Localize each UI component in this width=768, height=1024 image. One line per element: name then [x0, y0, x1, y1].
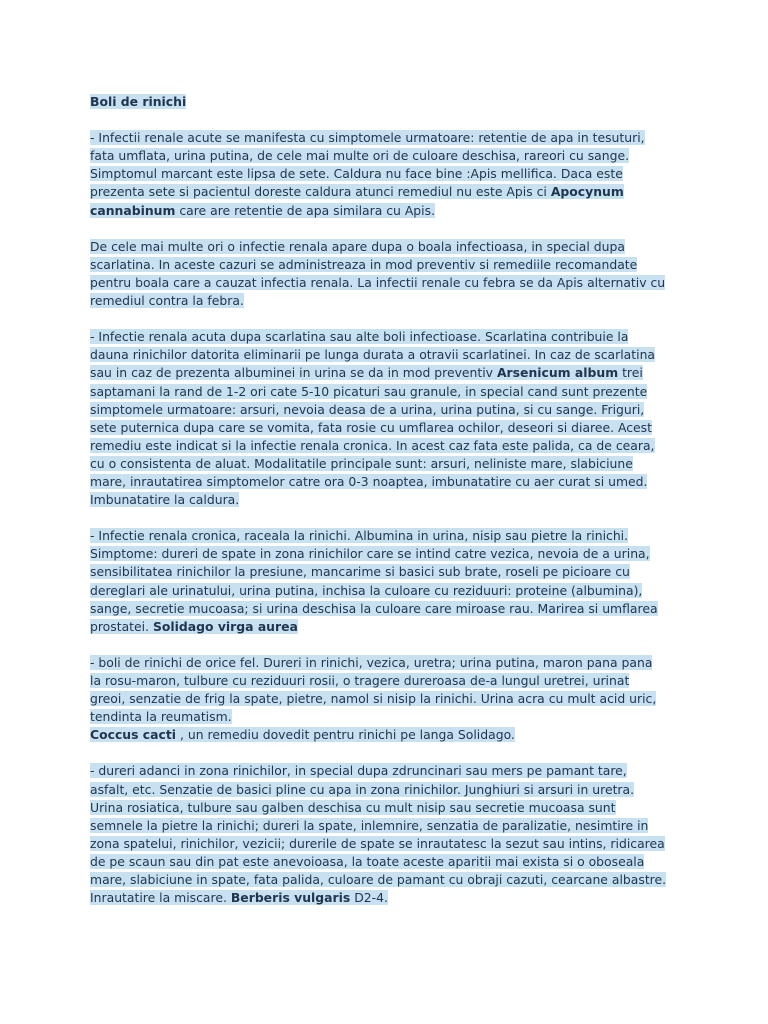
text-line [90, 762, 678, 780]
text-segment: Urina rosiatica, tulbure sau galben deschisa cu mult nisip sau secretie mucoasa sunt [90, 799, 616, 815]
text-line [90, 582, 678, 600]
text-line [90, 871, 678, 889]
text-segment: sensibilitatea rinichilor la presiune, mancarime si basici sub brate, roseli pe picioare cu [90, 564, 630, 580]
text-segment: Simptomul marcant este lipsa de sete. Caldura nu face bine :Apis mellifica. Daca este [90, 166, 623, 182]
text-segment: dereglari ale urinatului, urina putina, inchisa la culoare cu reziduuri: proteine (albumina), [90, 582, 643, 598]
text-segment: greoi, senzatie de frig la spate, pietre, namol si nisip la rinichi. Urina acra cu mult acid uric, [90, 691, 657, 707]
text-segment: saptamani la rand de 1-2 ori cate 5-10 picaturi sau granule, in special cand sunt prezente [90, 383, 648, 399]
document-body [90, 93, 678, 925]
text-segment: cu o consistenta de aluat. Modalitatile principale sunt: arsuri, neliniste mare, slabiciune [90, 455, 633, 471]
paragraph [90, 238, 678, 310]
document-title-text: Boli de rinichi [90, 94, 187, 109]
text-segment: dauna rinichilor datorita eliminarii pe lunga durata a otravii scarlatinei. In caz de scarlatina [90, 347, 656, 363]
text-segment: zona spatelui, rinichilor, vezicii; durerile de spate se inrautatesc la sezut sau intins, ridicarea [90, 835, 665, 851]
text-segment: mare, inrautatirea simptomelor catre ora 0-3 noaptea, imbunatatire cu aer curat si umed. [90, 473, 648, 489]
text-line [90, 165, 678, 183]
text-line [90, 238, 678, 256]
text-line [90, 419, 678, 437]
text-line [90, 817, 678, 835]
text-segment: prostatei. [90, 618, 153, 634]
text-line [90, 383, 678, 401]
text-line [90, 147, 678, 165]
text-line [90, 853, 678, 871]
text-segment: sete puternica dupa care se vomita, fata rosie cu umflarea ochilor, deseori si diaree. Acest [90, 419, 652, 435]
text-line [90, 799, 678, 817]
text-segment: fata umflata, urina putina, de cele mai multe ori de culoare deschisa, rareori cu sange. [90, 148, 630, 164]
text-line [90, 473, 678, 491]
text-segment: De cele mai multe ori o infectie renala apare dupa o boala infectioasa, in special dupa [90, 238, 625, 254]
document-title [90, 93, 678, 111]
text-segment: Inrautatire la miscare. [90, 890, 231, 906]
text-line [90, 437, 678, 455]
text-line [90, 708, 678, 726]
text-segment: semnele la pietre la rinichi; dureri la spate, inlemnire, senzatia de paralizatie, nesimtire in [90, 817, 649, 833]
text-line [90, 600, 678, 618]
remedy-name: Arsenicum album [496, 365, 619, 381]
text-segment: Simptome: dureri de spate in zona rinichilor care se intind catre vezica, nevoia de a urina, [90, 546, 650, 562]
text-segment: , un remediu dovedit pentru rinichi pe langa Solidago. [176, 727, 515, 743]
text-line [90, 491, 678, 509]
remedy-name: Apocynum [550, 184, 624, 200]
text-line [90, 545, 678, 563]
text-segment: sange, secretie mucoasa; si urina deschisa la culoare care miroase rau. Marirea si umflarea [90, 600, 658, 616]
text-line [90, 183, 678, 201]
remedy-name: Solidago virga aurea [152, 618, 298, 634]
text-line [90, 274, 678, 292]
text-segment: - Infectii renale acute se manifesta cu simptomele urmatoare: retentie de apa in tesuturi, [90, 130, 645, 146]
text-segment: Imbunatatire la caldura. [90, 492, 240, 508]
text-line [90, 292, 678, 310]
text-line [90, 346, 678, 364]
text-line [90, 781, 678, 799]
text-segment: mare, slabiciune in spate, fata palida, culoare de pamant cu obraji cazuti, cearcane albastre. [90, 872, 667, 888]
text-segment: tendinta la reumatism. [90, 709, 232, 725]
text-line [90, 690, 678, 708]
text-segment: - dureri adanci in zona rinichilor, in special dupa zdruncinari sau mers pe pamant tare, [90, 763, 627, 779]
paragraph-list [90, 129, 678, 907]
text-line [90, 835, 678, 853]
text-line [90, 726, 678, 744]
remedy-name: Coccus cacti [90, 727, 177, 743]
text-segment: - Infectie renala cronica, raceala la rinichi. Albumina in urina, nisip sau pietre la rinichi. [90, 528, 629, 544]
text-segment: scarlatina. In aceste cazuri se administreaza in mod preventiv si remediile recomandate [90, 256, 638, 272]
text-segment: asfalt, etc. Senzatie de basici pline cu apa in zona rinichilor. Junghiuri si arsuri in uretra. [90, 781, 635, 797]
text-line [90, 527, 678, 545]
text-segment: prezenta sete si pacientul doreste caldura atunci remediul nu este Apis ci [90, 184, 551, 200]
text-segment: de pe scaun sau din pat este anevoioasa, la toate aceste aparitii mai exista si o oboseala [90, 853, 645, 869]
paragraph [90, 527, 678, 636]
text-segment: - boli de rinichi de orice fel. Dureri in rinichi, vezica, uretra; urina putina, maron pana pana [90, 654, 653, 670]
remedy-name: Berberis vulgaris [230, 890, 351, 906]
text-segment: - Infectie renala acuta dupa scarlatina sau alte boli infectioase. Scarlatina contribuie la [90, 329, 629, 345]
text-line [90, 563, 678, 581]
paragraph [90, 129, 678, 219]
text-line [90, 618, 678, 636]
text-line [90, 129, 678, 147]
text-line [90, 364, 678, 382]
text-segment: trei [618, 365, 643, 381]
text-line [90, 889, 678, 907]
text-line [90, 672, 678, 690]
text-line [90, 455, 678, 473]
text-segment: remediu este indicat si la infectie renala cronica. In acest caz fata este palida, ca de ceara, [90, 437, 655, 453]
remedy-name: cannabinum [90, 202, 176, 218]
text-segment: care are retentie de apa similara cu Apis. [175, 202, 436, 218]
text-line [90, 328, 678, 346]
paragraph [90, 328, 678, 509]
text-segment: D2-4. [350, 890, 388, 906]
paragraph [90, 654, 678, 744]
text-line [90, 256, 678, 274]
text-line [90, 401, 678, 419]
text-segment: pentru boala care a cauzat infectia renala. La infectii renale cu febra se da Apis alternativ cu [90, 274, 666, 290]
text-segment: la rosu-maron, tulbure cu reziduuri rosii, o tragere dureroasa de-a lungul uretrei, urinat [90, 673, 630, 688]
text-segment: sau in caz de prezenta albuminei in urina se da in mod preventiv [90, 365, 497, 381]
text-line [90, 654, 678, 672]
text-segment: simptomele urmatoare: arsuri, nevoia deasa de a urina, urina putina, si cu sange. Friguri, [90, 401, 645, 417]
text-line [90, 202, 678, 220]
paragraph [90, 762, 678, 907]
text-segment: remediul contra la febra. [90, 293, 244, 309]
